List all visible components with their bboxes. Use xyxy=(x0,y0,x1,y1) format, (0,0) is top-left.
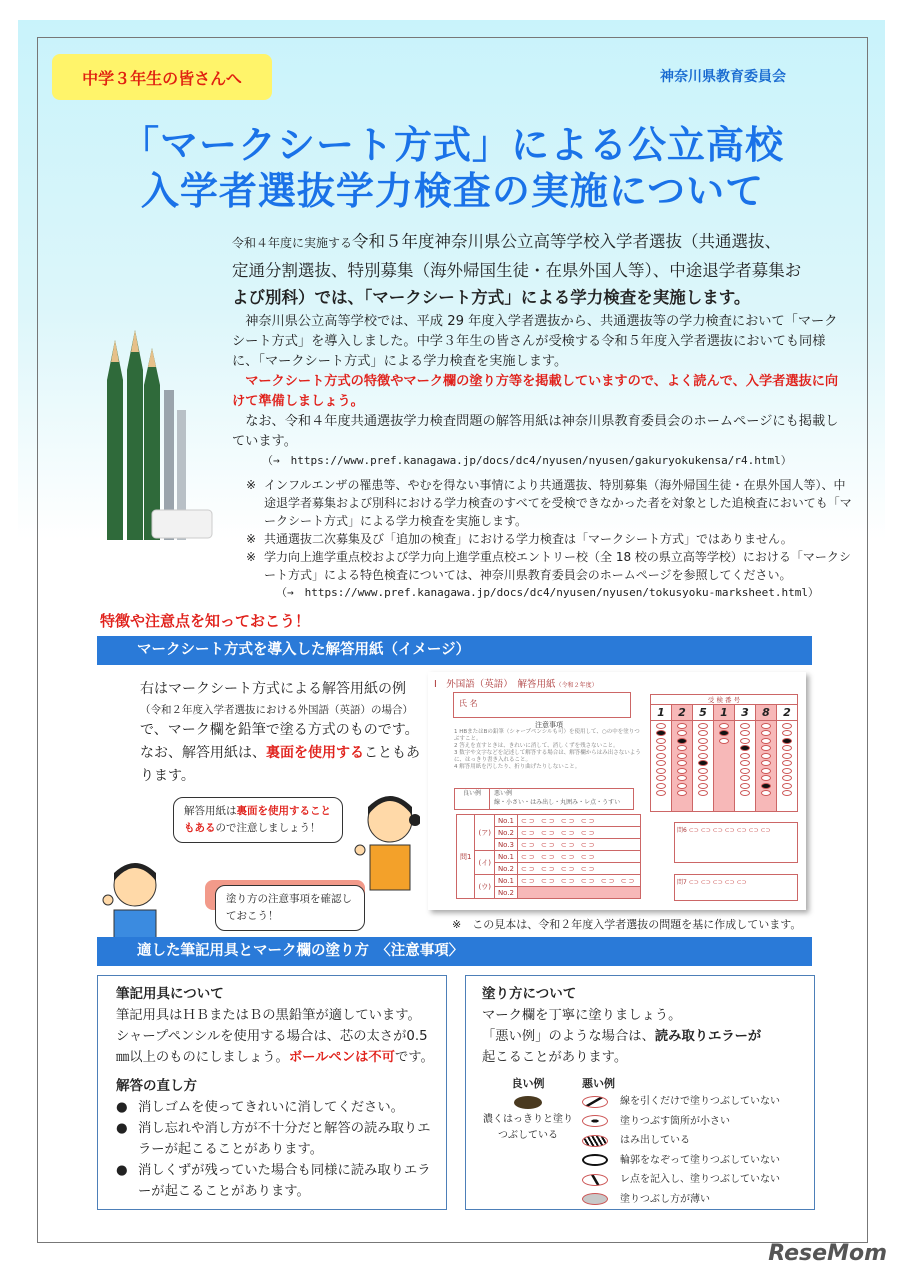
bubble-icon xyxy=(761,753,771,759)
bad-example-item xyxy=(582,1112,808,1132)
bubble-icon xyxy=(656,760,666,766)
bubble-icon xyxy=(782,783,792,789)
row-label: No.1 xyxy=(494,875,517,887)
pencils-image xyxy=(82,330,217,540)
exam-digit-column xyxy=(756,705,777,811)
text: 「悪い例」のような場合は、 xyxy=(482,1029,655,1044)
title-line: 入学者選抜学力検査の実施について xyxy=(140,169,765,213)
note-text: 共通選抜二次募集及び「追加の検査」における学力検査は「マークシート方式」ではありません。 xyxy=(264,532,793,546)
bubble-icon xyxy=(656,790,666,796)
box-heading: 塗り方について xyxy=(482,986,577,1002)
text-bold: 読み取りエラーが xyxy=(654,1029,762,1044)
question-6-box xyxy=(674,822,798,863)
sheet-note: ※ この見本は、令和２年度入学者選抜の問題を基に作成しています。 xyxy=(452,918,802,931)
paragraph: なお、令和４年度共通選抜学力検査問題の解答用紙は神奈川県教育委員会のホームページにも掲載しています。 xyxy=(232,414,839,449)
exam-digit: 2 xyxy=(672,705,692,721)
good-bad-table: 良い例 悪い例 線・小さい・はみ出し・丸囲み・レ点・うすい xyxy=(454,788,634,810)
bad-desc: 輪郭をなぞって塗りつぶしていない xyxy=(620,1154,780,1166)
exam-digit-column xyxy=(714,705,735,811)
bad-item: はみ出し xyxy=(530,799,555,806)
bad-example-item xyxy=(582,1092,808,1112)
bubble-icon xyxy=(656,753,666,759)
exam-digit: 3 xyxy=(735,705,755,721)
notes-title: 注意事項 xyxy=(535,721,563,729)
name-field xyxy=(453,692,631,718)
text: こともあります。 xyxy=(140,745,420,784)
text-line: 右はマークシート方式による解答用紙の例 xyxy=(140,681,406,697)
section-heading: 特徴や注意点を知っておこう！ xyxy=(100,612,311,630)
good-label: 良い例 xyxy=(455,789,490,809)
bubble-icon xyxy=(698,790,708,796)
text-line: 筆記用具はＨＢまたはＢの黒鉛筆が適しています。 xyxy=(116,1008,421,1023)
exam-digit: 5 xyxy=(693,705,713,721)
bubble-icon xyxy=(656,745,666,751)
bubble-icon xyxy=(698,783,708,789)
exam-digit-column xyxy=(672,705,693,811)
bubble-icon xyxy=(719,738,729,744)
bubble-icon xyxy=(740,738,750,744)
bubble-icon xyxy=(677,775,687,781)
bubble-icon xyxy=(782,790,792,796)
bubble-icon xyxy=(740,745,750,751)
bubble-icon xyxy=(782,760,792,766)
body-text xyxy=(232,312,842,469)
bubble-cell: ⊂⊃ ⊂⊃ ⊂⊃ ⊂⊃ xyxy=(518,863,641,875)
sheet-title xyxy=(434,676,598,690)
bubble-icon xyxy=(677,768,687,774)
bad-mark-icon xyxy=(582,1154,608,1166)
bubble-icon xyxy=(740,760,750,766)
exam-digit: 2 xyxy=(777,705,797,721)
bubble-icon xyxy=(656,730,666,736)
good-example xyxy=(480,1076,576,1144)
bubble-icon xyxy=(740,768,750,774)
note: 2 答えを直すときは、きれいに消して、消しくずを残さないこと。 xyxy=(454,743,619,749)
q-label: 問6 xyxy=(677,827,687,834)
exam-digit-column xyxy=(693,705,714,811)
bubble-icon xyxy=(656,783,666,789)
exam-digit: 1 xyxy=(651,705,671,721)
banner-caution: 適した筆記用具とマーク欄の塗り方 〈注意事項〉 xyxy=(97,937,812,966)
bubble-cell: ⊂⊃ ⊂⊃ ⊂⊃ ⊂⊃ xyxy=(518,839,641,851)
bubble-icon xyxy=(719,730,729,736)
intro-line: 定通分割選抜、特別募集（海外帰国生徒・在県外国人等）、中途退学者募集お xyxy=(232,261,802,280)
note-item xyxy=(246,548,856,584)
bubble-icon xyxy=(698,730,708,736)
row-label: No.1 xyxy=(494,815,517,827)
notes-list xyxy=(246,476,856,601)
bullet-item: ● 消しゴムを使ってきれいに消してください。 xyxy=(116,1097,438,1118)
bubble-icon xyxy=(698,723,708,729)
text-line: マーク欄を丁寧に塗りましょう。 xyxy=(482,1008,682,1023)
bubble-icon xyxy=(740,775,750,781)
note-text: 学力向上進学重点校および学力向上進学重点校エントリー校（全 18 校の県立高等学校）における「マークシート方式」による特色検査については、神奈川県教育委員会のホームページを参照してください。 xyxy=(264,550,851,582)
bad-example-item xyxy=(582,1190,808,1210)
bad-item: レ点 xyxy=(584,799,597,806)
bubble-icon xyxy=(677,790,687,796)
bubble-icon xyxy=(677,738,687,744)
exam-digit-column xyxy=(735,705,756,811)
row-label: No.1 xyxy=(494,851,517,863)
bubble-icon xyxy=(782,738,792,744)
bubble-icon xyxy=(698,760,708,766)
url-link[interactable]: （→ https://www.pref.kanagawa.jp/docs/dc4/nyusen/nyusen/tokusyoku-marksheet.html） xyxy=(276,586,819,599)
bubble-icon xyxy=(761,775,771,781)
bad-example-item xyxy=(582,1151,808,1171)
exam-digit-column xyxy=(777,705,798,811)
q-label: 問7 xyxy=(677,879,687,886)
bad-mark-icon xyxy=(582,1193,608,1205)
bad-examples xyxy=(582,1076,808,1209)
bubble-icon xyxy=(761,738,771,744)
exam-number-grid xyxy=(650,694,798,812)
question-row xyxy=(457,815,641,827)
bubble-icon xyxy=(656,775,666,781)
filled-mark-icon xyxy=(514,1096,542,1109)
bubble-icon xyxy=(656,723,666,729)
bubble-icons: ⊂⊃ ⊂⊃ ⊂⊃ ⊂⊃ ⊂⊃ xyxy=(688,879,747,886)
bubble-icon xyxy=(698,753,708,759)
bubble-icon xyxy=(677,730,687,736)
bubble-icon xyxy=(782,723,792,729)
bad-item: 丸囲み xyxy=(560,799,579,806)
text-highlight: 裏面を使用することもある xyxy=(184,805,331,834)
text: ので注意しましょう！ xyxy=(215,822,321,834)
bad-mark-icon xyxy=(582,1135,608,1147)
box-heading: 筆記用具について xyxy=(116,986,224,1002)
intro-line: 令和５年度神奈川県公立高等学校入学者選抜（共通選抜、 xyxy=(352,232,782,251)
text: 消し忘れや消し方が不十分だと解答の読み取りエラーが起こることがあります。 xyxy=(138,1121,431,1157)
row-label: No.2 xyxy=(494,863,517,875)
bubble-icon xyxy=(761,768,771,774)
writing-tools-box xyxy=(97,975,447,1210)
sub-label: (ウ) xyxy=(475,875,494,899)
question-1-table xyxy=(456,814,641,899)
note: 1 HBまたはBの鉛筆（シャープペンシルも可）を使用して、○の中を塗りつぶすこと。 xyxy=(454,729,640,742)
note-mark: ※ xyxy=(246,550,257,564)
bad-desc: 塗りつぶし方が薄い xyxy=(620,1193,710,1205)
text: 消しくずが残っていた場合も同様に読み取りエラーが起こることがあります。 xyxy=(138,1163,431,1199)
box-heading: 解答の直し方 xyxy=(116,1078,197,1094)
intro-prefix: 令和４年度に実施する xyxy=(232,236,353,250)
bubble-icon xyxy=(761,745,771,751)
row-label: No.2 xyxy=(494,887,517,899)
speech-bubble-boy: 塗り方の注意事項を確認しておこう！ xyxy=(215,885,365,931)
q-label: 問1 xyxy=(457,815,475,899)
bubble-icon xyxy=(782,768,792,774)
bubble-icon xyxy=(677,760,687,766)
bad-desc: レ点を記入し、塗りつぶしていない xyxy=(620,1174,780,1186)
bubble-icon xyxy=(656,738,666,744)
exam-digit-column xyxy=(651,705,672,811)
bad-mark-icon xyxy=(582,1096,608,1108)
good-label: 良い例 xyxy=(511,1077,545,1090)
text-highlight: ボールペンは不可 xyxy=(288,1050,395,1065)
note-item xyxy=(246,530,856,548)
exam-digit: 1 xyxy=(714,705,734,721)
note-text: インフルエンザの罹患等、やむを得ない事情により共通選抜、特別募集（海外帰国生徒・在県外国人等）、中途退学者募集および別科における学力検査のすべてを受検できなかった者を対象とした追検査においても「マークシート方式」による学力検査を実施します。 xyxy=(264,478,852,528)
note-mark: ※ xyxy=(246,532,257,546)
bad-item: 線 xyxy=(494,799,501,806)
note: 4 解答用紙を汚したり、折り曲げたりしないこと。 xyxy=(454,764,581,770)
marking-box xyxy=(465,975,815,1210)
bubble-icon xyxy=(761,723,771,729)
bubble-icon xyxy=(761,783,771,789)
note-mark: ※ xyxy=(246,478,257,492)
bad-mark-icon xyxy=(582,1174,608,1186)
bubble-icon xyxy=(761,790,771,796)
bubble-icon xyxy=(740,723,750,729)
bubble-cell xyxy=(518,887,641,899)
bubble-icon xyxy=(698,775,708,781)
intro-line: よび別科）では、「マークシート方式」による学力検査を実施します。 xyxy=(232,288,751,307)
sub-label: (ア) xyxy=(475,815,494,851)
intro-statement xyxy=(232,228,862,311)
resemom-logo xyxy=(768,1241,887,1266)
logo-text: ReseMom xyxy=(768,1241,887,1266)
bubble-icon xyxy=(740,753,750,759)
speech-bubble-girl xyxy=(173,797,343,843)
answer-sheet-image xyxy=(428,672,806,910)
text: 解答用紙は xyxy=(184,805,237,817)
girl-illustration xyxy=(345,785,420,895)
example-description xyxy=(140,678,425,788)
bubble-cell: ⊂⊃ ⊂⊃ ⊂⊃ ⊂⊃ xyxy=(518,851,641,863)
text-line: 起こることがあります。 xyxy=(482,1050,628,1065)
organization: 神奈川県教育委員会 xyxy=(660,69,786,85)
bad-example-item xyxy=(582,1131,808,1151)
text: 消しゴムを使ってきれいに消してください。 xyxy=(138,1100,404,1115)
bubble-icon xyxy=(761,760,771,766)
bubble-icon xyxy=(677,723,687,729)
audience-tag: 中学３年生の皆さんへ xyxy=(52,54,272,100)
bullet-item: ● 消し忘れや消し方が不十分だと解答の読み取りエラーが起こることがあります。 xyxy=(116,1118,438,1160)
url-link[interactable]: （→ https://www.pref.kanagawa.jp/docs/dc4/nyusen/nyusen/gakuryokukensa/r4.html） xyxy=(262,454,792,467)
bad-item: 小さい xyxy=(506,799,525,806)
boy-illustration xyxy=(100,855,170,940)
bad-label: 悪い例 xyxy=(494,790,513,797)
row-label: No.2 xyxy=(494,827,517,839)
good-desc: 濃くはっきりと塗りつぶしている xyxy=(483,1114,573,1141)
sub-label: (イ) xyxy=(475,851,494,875)
sheet-notes xyxy=(454,721,644,771)
paragraph-highlight: マークシート方式の特徴やマーク欄の塗り方等を掲載していますので、よく読んで、入学者選抜に向けて準備しましょう。 xyxy=(232,374,839,409)
bubble-cell: ⊂⊃ ⊂⊃ ⊂⊃ ⊂⊃ xyxy=(518,815,641,827)
bad-item: うすい xyxy=(602,799,621,806)
bubble-icons: ⊂⊃ ⊂⊃ ⊂⊃ ⊂⊃ ⊂⊃ ⊂⊃ ⊂⊃ xyxy=(688,827,771,834)
question-7-box xyxy=(674,874,798,901)
exam-digit: 8 xyxy=(756,705,776,721)
bubble-icon xyxy=(719,723,729,729)
paragraph: 神奈川県公立高等学校では、平成 29 年度入学者選抜から、共通選抜等の学力検査において「マークシート方式」を導入しました。中学３年生の皆さんが受検する令和５年度入学者選抜においても同様に、「マークシート方式」による学力検査を実施します。 xyxy=(232,314,838,369)
bubble-icon xyxy=(698,768,708,774)
text: Ⅰ 外国語（英語） 解答用紙 xyxy=(434,679,556,690)
bad-desc: 線を引くだけで塗りつぶしていない xyxy=(620,1096,780,1108)
exam-number-label: 受 検 番 号 xyxy=(651,695,797,705)
bubble-icon xyxy=(740,783,750,789)
text-line: で、マーク欄を鉛筆で塗る方式のものです。 xyxy=(140,722,419,738)
bubble-icon xyxy=(761,730,771,736)
bubble-icon xyxy=(677,783,687,789)
bubble-cell: ⊂⊃ ⊂⊃ ⊂⊃ ⊂⊃ xyxy=(518,827,641,839)
bad-desc: はみ出している xyxy=(620,1135,690,1147)
bad-mark-icon xyxy=(582,1115,608,1127)
row-label: No.3 xyxy=(494,839,517,851)
bad-desc: 塗りつぶす箇所が小さい xyxy=(620,1115,730,1127)
bad-label: 悪い例 xyxy=(582,1077,615,1090)
note-item xyxy=(246,476,856,530)
text-sub: （令和２年度入学者選抜における外国語（英語）の場合） xyxy=(140,704,413,716)
bubble-icon xyxy=(677,753,687,759)
bubble-icon xyxy=(782,753,792,759)
note: 3 数字や文字などを記述して解答する場合は、解答欄からはみ出さないように、はっきり書き入れること。 xyxy=(454,750,641,763)
question-row xyxy=(457,875,641,887)
text-highlight: 裏面を使用する xyxy=(266,745,364,761)
bubble-icon xyxy=(698,745,708,751)
page-title xyxy=(40,122,865,214)
bubble-icon xyxy=(782,745,792,751)
bubble-cell: ⊂⊃ ⊂⊃ ⊂⊃ ⊂⊃ ⊂⊃ ⊂⊃ xyxy=(518,875,641,887)
bubble-icon xyxy=(677,745,687,751)
bubble-icon xyxy=(698,738,708,744)
banner-answer-sheet: マークシート方式を導入した解答用紙（イメージ） xyxy=(97,636,812,665)
text: シャープペンシルを使用する場合は、芯の太さが0.5㎜以上のものにしましょう。 xyxy=(116,1029,428,1065)
text: （令和２年度） xyxy=(555,682,598,689)
bubble-icon xyxy=(656,768,666,774)
bubble-icon xyxy=(782,730,792,736)
title-line: 「マークシート方式」による公立高校 xyxy=(120,123,784,167)
bubble-icon xyxy=(740,790,750,796)
question-row xyxy=(457,851,641,863)
bullet-item: ● 消しくずが残っていた場合も同様に読み取りエラーが起こることがあります。 xyxy=(116,1160,438,1202)
text: なお、解答用紙は、 xyxy=(140,745,266,761)
bad-example-item xyxy=(582,1170,808,1190)
bubble-icon xyxy=(782,775,792,781)
bubble-icon xyxy=(740,730,750,736)
text: です。 xyxy=(394,1050,434,1065)
name-label: 氏 名 xyxy=(459,699,478,708)
